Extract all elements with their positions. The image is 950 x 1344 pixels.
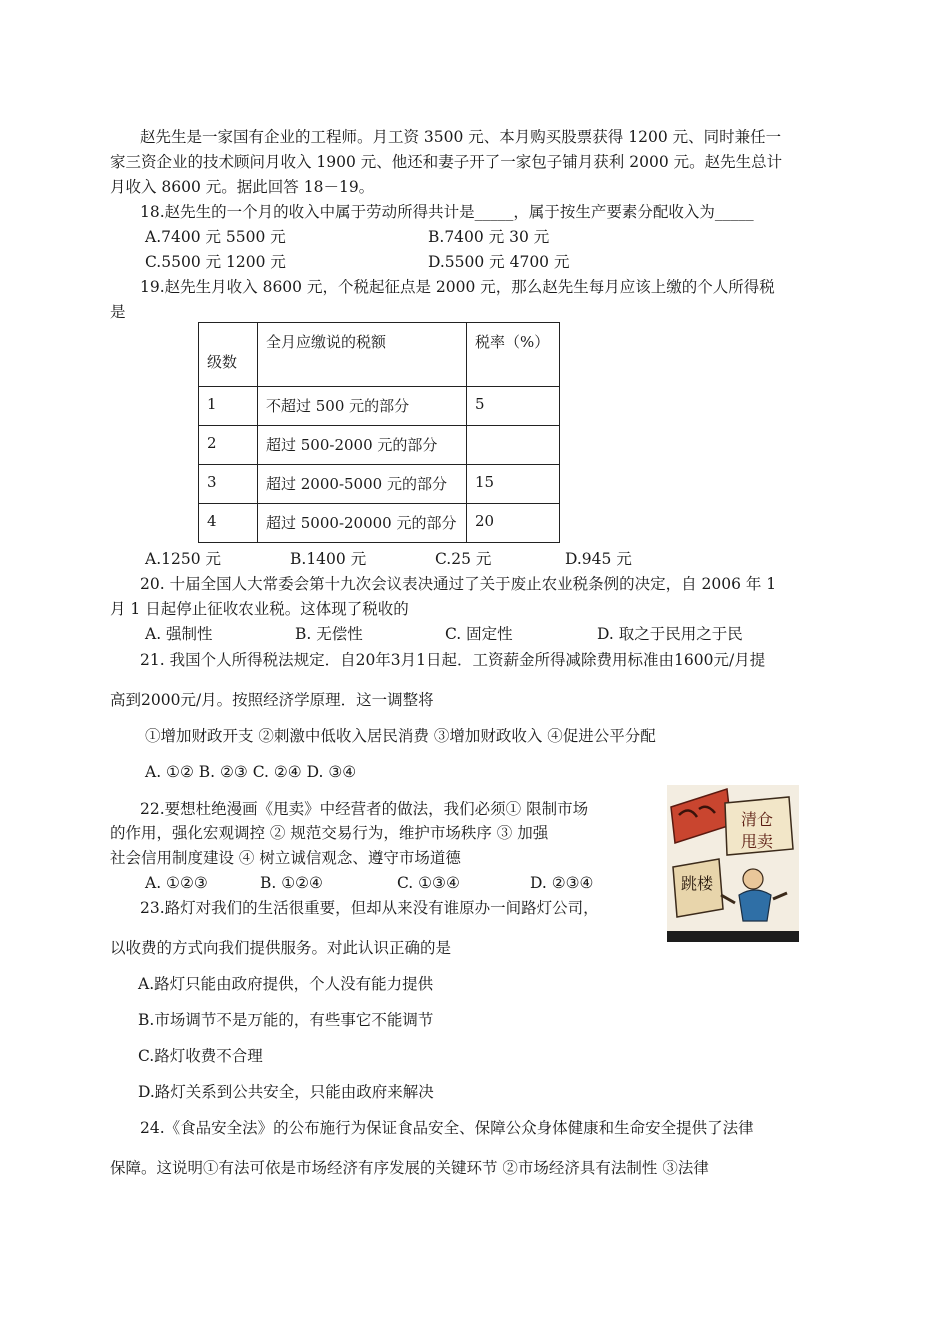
q19-option-c: C.25 元	[435, 550, 492, 568]
q18-option-d: D.5500 元 4700 元	[428, 253, 570, 271]
q23-option-c: C.路灯收费不合理	[138, 1047, 263, 1065]
q18-stem: 18.赵先生的一个月的收入中属于劳动所得共计是_____，属于按生产要素分配收入为_____	[140, 203, 754, 221]
q24-line-2: 保障。这说明①有法可依是市场经济有序发展的关键环节 ②市场经济具有法制性 ③法律	[110, 1159, 709, 1177]
q20-option-b: B. 无偿性	[295, 625, 363, 643]
cell-level: 1	[199, 387, 258, 426]
table-row	[199, 387, 560, 426]
merchant-head	[743, 869, 763, 889]
cell-level: 3	[199, 465, 258, 504]
cell-amount: 超过 500-2000 元的部分	[258, 426, 467, 465]
cell-amount: 不超过 500 元的部分	[258, 387, 467, 426]
q22-option-d: D. ②③④	[530, 874, 594, 892]
q20-line-1: 20. 十届全国人大常委会第十九次会议表决通过了关于废止农业税条例的决定，自 2006 年 1	[140, 575, 777, 593]
cell-level: 2	[199, 426, 258, 465]
q20-option-a: A. 强制性	[145, 625, 213, 643]
q22-option-b: B. ①②④	[260, 874, 323, 892]
red-banner	[671, 789, 731, 843]
table-row	[199, 465, 560, 504]
header-amount: 全月应缴说的税额	[258, 323, 467, 387]
q23-option-b: B.市场调节不是万能的，有些事它不能调节	[138, 1011, 434, 1029]
header-level: 级数	[199, 323, 258, 387]
q20-line-2: 月 1 日起停止征收农业税。这体现了税收的	[110, 600, 409, 618]
merchant-body	[739, 890, 771, 921]
header-rate: 税率（%）	[467, 323, 560, 387]
q18-option-c: C.5500 元 1200 元	[145, 253, 286, 271]
caption-bar	[667, 931, 799, 942]
q21-statements: ①增加财政开支 ②刺激中低收入居民消费 ③增加财政收入 ④促进公平分配	[145, 727, 656, 745]
q20-option-c: C. 固定性	[445, 625, 513, 643]
sign-qingcang: 清仓	[741, 810, 774, 829]
table-header-row	[199, 323, 560, 387]
cell-level: 4	[199, 504, 258, 543]
intro-line-2: 家三资企业的技术顾问月收入 1900 元、他还和妻子开了一家包子铺月获利 2000 元。赵先生总计	[110, 153, 783, 171]
cell-rate: 5	[467, 387, 560, 426]
sale-cartoon-image	[667, 785, 799, 942]
q21-line-1: 21. 我国个人所得税法规定．自20年3月1日起．工资薪金所得减除费用标准由1600元/月提	[140, 651, 766, 669]
cell-rate	[467, 426, 560, 465]
cell-amount: 超过 5000-20000 元的部分	[258, 504, 467, 543]
q19-option-d: D.945 元	[565, 550, 632, 568]
tax-rate-table	[198, 322, 560, 543]
cell-rate: 20	[467, 504, 560, 543]
q18-option-b: B.7400 元 30 元	[428, 228, 550, 246]
q23-option-d: D.路灯关系到公共安全，只能由政府来解决	[138, 1083, 434, 1101]
q19-option-b: B.1400 元	[290, 550, 367, 568]
table-row	[199, 504, 560, 543]
table-row	[199, 426, 560, 465]
cell-amount: 超过 2000-5000 元的部分	[258, 465, 467, 504]
q23-line-2: 以收费的方式向我们提供服务。对此认识正确的是	[110, 939, 452, 957]
cell-rate: 15	[467, 465, 560, 504]
sign-tiaolou: 跳楼	[681, 874, 714, 893]
q20-option-d: D. 取之于民用之于民	[597, 625, 743, 643]
q22-line-2: 的作用，强化宏观调控 ② 规范交易行为，维护市场秩序 ③ 加强	[110, 824, 549, 842]
intro-line-1: 赵先生是一家国有企业的工程师。月工资 3500 元、本月购买股票获得 1200 元、同时兼任一	[140, 128, 782, 146]
q24-line-1: 24.《食品安全法》的公布施行为保证食品安全、保障公众身体健康和生命安全提供了法律	[140, 1119, 754, 1137]
q23-option-a: A.路灯只能由政府提供，个人没有能力提供	[138, 975, 434, 993]
q18-option-a: A.7400 元 5500 元	[145, 228, 286, 246]
cartoon-illustration	[667, 785, 799, 942]
q22-line-1: 22.要想杜绝漫画《甩卖》中经营者的做法，我们必须① 限制市场	[140, 800, 589, 818]
sign-shuaimai: 甩卖	[741, 832, 774, 851]
q19-stem-1: 19.赵先生月收入 8600 元，个税起征点是 2000 元，那么赵先生每月应该上缴的个人所得税	[140, 278, 775, 296]
q22-option-a: A. ①②③	[145, 874, 208, 892]
q22-option-c: C. ①③④	[397, 874, 460, 892]
q21-options: A. ①② B. ②③ C. ②④ D. ③④	[145, 763, 357, 781]
q19-option-a: A.1250 元	[145, 550, 221, 568]
q21-line-2: 高到2000元/月。按照经济学原理．这一调整将	[110, 691, 434, 709]
q22-line-3: 社会信用制度建设 ④ 树立诚信观念、遵守市场道德	[110, 849, 461, 867]
intro-line-3: 月收入 8600 元。据此回答 18－19。	[110, 178, 375, 196]
q19-stem-2: 是	[110, 303, 126, 321]
q23-line-1: 23.路灯对我们的生活很重要，但却从来没有谁原办一间路灯公司，	[140, 899, 599, 917]
